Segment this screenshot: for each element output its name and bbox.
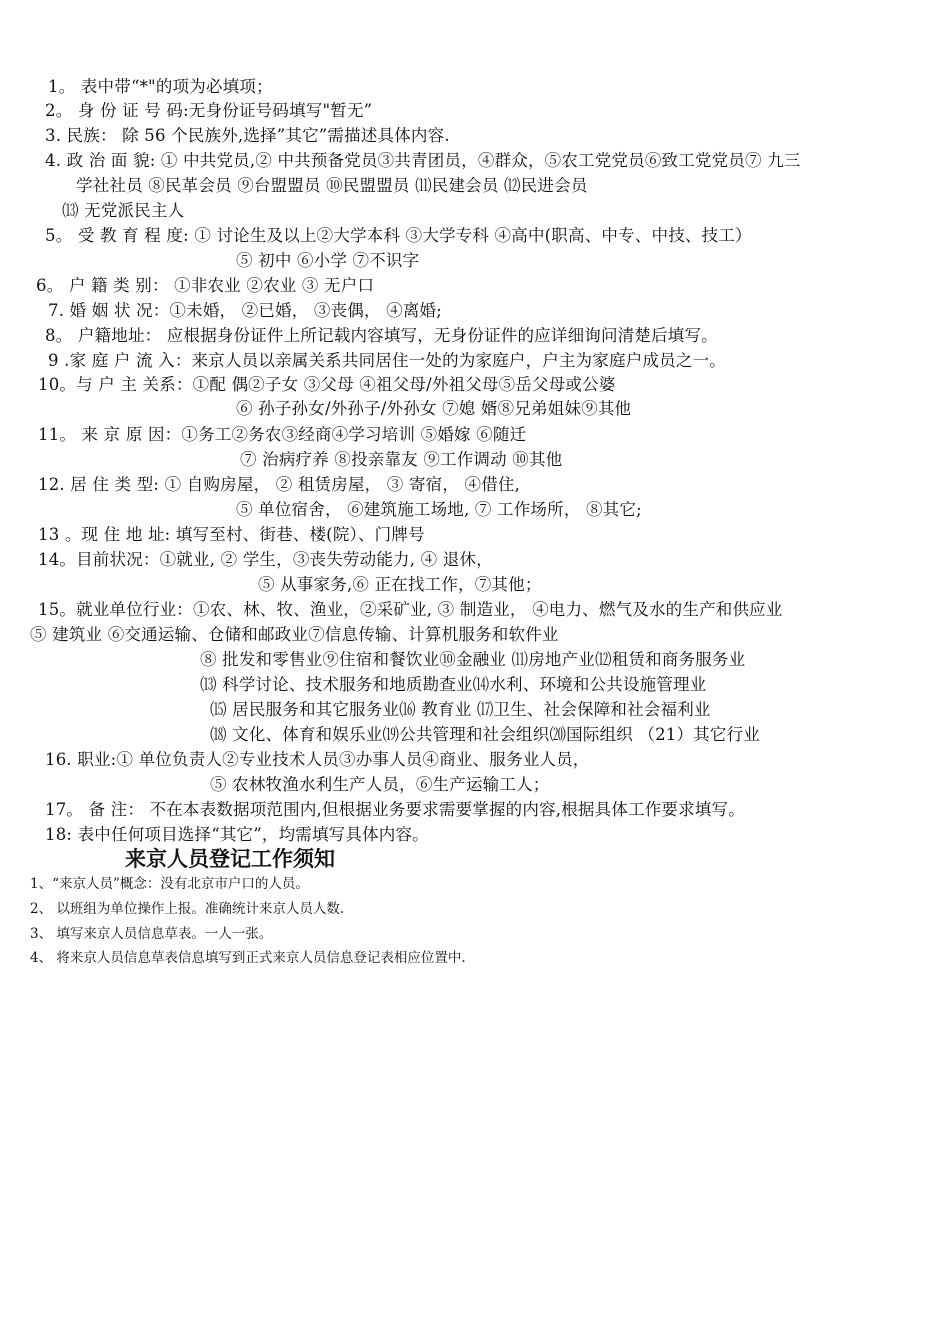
instruction-line: 9 .家 庭 户 流 入：来京人员以亲属关系共同居住一处的为家庭户，户主为家庭户成员之一。 [48,351,726,370]
instruction-line: 12. 居 住 类 型: ① 自购房屋， ② 租赁房屋， ③ 寄宿， ④借住, [38,475,521,494]
notice-title: 来京人员登记工作须知 [125,847,335,871]
instruction-line: 1。 表中带“*"的项为必填项； [48,77,273,96]
instruction-line: 14。目前状况：①就业, ② 学生，③丧失劳动能力, ④ 退休， [38,550,493,569]
instruction-line: 5。 受 教 育 程 度: ① 讨论生及以上②大学本科 ③大学专科 ④高中(职高、中专、中技、技工） [45,226,752,245]
instruction-line: ⑤ 建筑业 ⑥交通运输、仓储和邮政业⑦信息传输、计算机服务和软件业 [30,625,559,644]
instruction-line: ⑥ 孙子孙女/外孙子/外孙女 ⑦媳 婿⑧兄弟姐妹⑨其他 [236,399,632,418]
notice-item: 4、 将来京人员信息草表信息填写到正式来京人员信息登记表相应位置中. [30,950,466,966]
instruction-line: ⒅ 文化、体育和娱乐业⒆公共管理和社会组织⒇国际组织 （21）其它行业 [210,725,760,744]
instruction-line: 15。就业单位行业：①农、林、牧、渔业，②采矿业, ③ 制造业， ④电力、燃气及水的生产和供应业 [38,600,783,619]
instruction-line: 16. 职业:① 单位负责人②专业技术人员③办事人员④商业、服务业人员， [45,750,590,769]
instruction-line: 3. 民族： 除 56 个民族外,选择”其它”需描述具体内容. [45,126,450,145]
instruction-line: 4. 政 治 面 貌: ① 中共党员,② 中共预备党员③共青团员，④群众，⑤农工党党员⑥致工党党员⑦ 九三 [45,151,801,170]
instruction-line: ⒂ 居民服务和其它服务业⒃ 教育业 ⒄卫生、社会保障和社会福利业 [210,700,711,719]
instruction-line: 11。 来 京 原 因：①务工②务农③经商④学习培训 ⑤婚嫁 ⑥随迁 [38,425,527,444]
instruction-line: ⒀ 科学讨论、技术服务和地质勘查业⒁水利、环境和公共设施管理业 [200,675,707,694]
instruction-line: 13 。现 住 地 址: 填写至村、街巷、楼(院）、门牌号 [38,525,425,544]
instruction-line: ⑤ 农林牧渔水利生产人员，⑥生产运输工人； [210,775,550,794]
instruction-line: ⑧ 批发和零售业⑨住宿和餐饮业⑩金融业 ⑾房地产业⑿租赁和商务服务业 [200,650,746,669]
notice-item: 2、 以班组为单位操作上报。准确统计来京人员人数. [30,901,345,917]
instruction-line: 7. 婚 姻 状 况：①未婚， ②已婚， ③丧偶， ④离婚; [48,301,443,320]
instruction-line: 2。 身 份 证 号 码:无身份证号码填写"暂无” [45,101,373,120]
instruction-line: 18: 表中任何项目选择“其它”，均需填写具体内容。 [45,825,429,844]
instruction-line: ⑦ 治病疗养 ⑧投亲靠友 ⑨工作调动 ⑩其他 [240,450,563,469]
instruction-line: ⑤ 初中 ⑥小学 ⑦不识字 [236,251,420,270]
instruction-line: ⒀ 无党派民主人 [62,201,185,220]
instruction-line: 17。 备 注： 不在本表数据项范围内,但根据业务要求需要掌握的内容,根据具体工作要求填写。 [45,800,745,819]
instruction-line: ⑤ 从事家务,⑥ 正在找工作，⑦其他； [258,575,542,594]
instruction-line: 学社社员 ⑧民革会员 ⑨台盟盟员 ⑩民盟盟员 ⑾民建会员 ⑿民进会员 [76,176,588,195]
notice-item: 3、 填写来京人员信息草表。一人一张。 [30,926,273,942]
instruction-line: ⑤ 单位宿舍， ⑥建筑施工场地, ⑦ 工作场所， ⑧其它; [236,500,642,519]
notice-item: 1、“来京人员”概念：没有北京市户口的人员。 [30,876,309,892]
instruction-line: 6。 户 籍 类 别： ①非农业 ②农业 ③ 无户口 [36,276,375,295]
instruction-line: 10。与 户 主 关系：①配 偶②子女 ③父母 ④祖父母/外祖父母⑤岳父母或公婆 [38,375,616,394]
instruction-line: 8。 户籍地址： 应根据身份证件上所记载内容填写，无身份证件的应详细询问清楚后填写。 [45,326,718,345]
